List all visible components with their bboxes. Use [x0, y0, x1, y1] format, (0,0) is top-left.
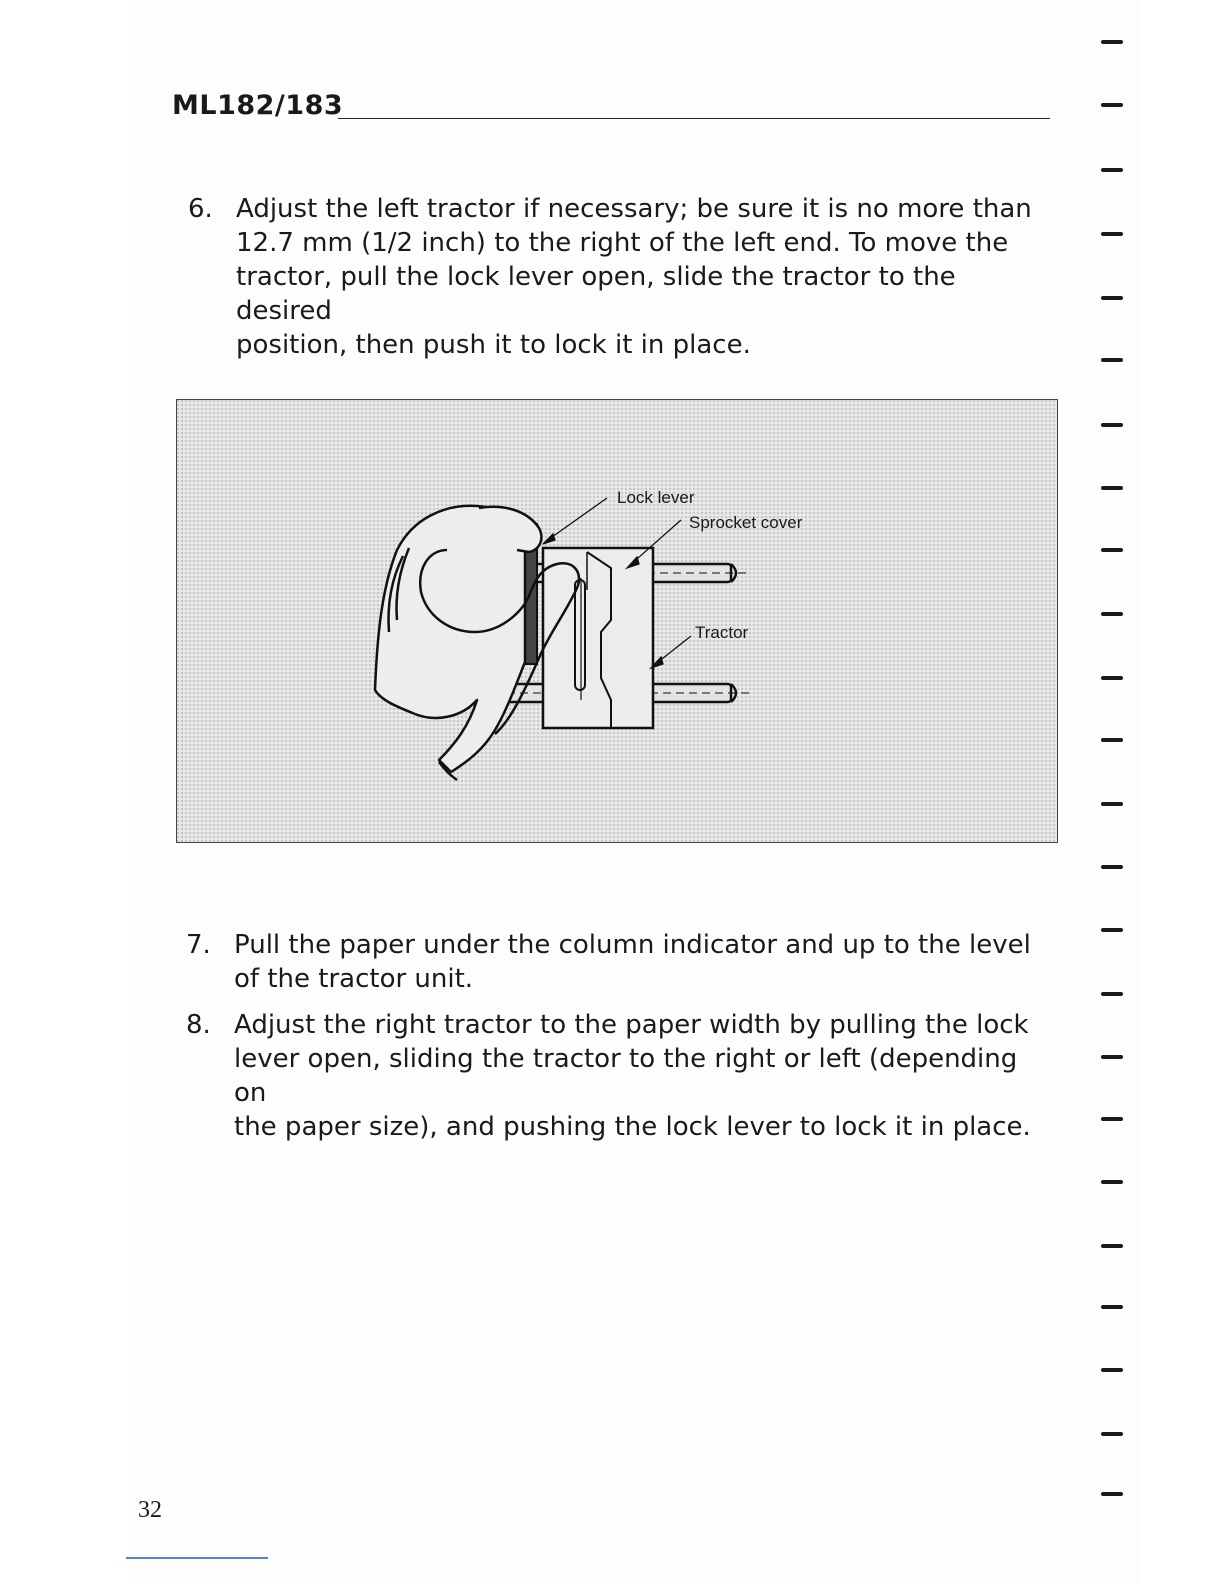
step-number: 6.: [188, 194, 213, 224]
edge-mark: [1101, 928, 1123, 932]
page-number: 32: [138, 1497, 162, 1523]
tractor-drawing: [177, 400, 1058, 843]
tractor-illustration: [176, 399, 1058, 843]
edge-mark: [1101, 1305, 1123, 1309]
step-text: Adjust the left tractor if necessary; be sure it is no more than 12.7 mm (1/2 inch) to the right of the left end. To move the tractor, pull the lock lever open, slide the tractor to the desired position, then push it to lock it in place.: [236, 194, 1032, 360]
edge-mark: [1101, 992, 1123, 996]
edge-mark: [1101, 1492, 1123, 1496]
tractor-body: [543, 548, 653, 728]
bottom-link-line: [126, 1557, 268, 1559]
edge-mark: [1101, 548, 1123, 552]
edge-mark: [1101, 1055, 1123, 1059]
edge-mark: [1101, 358, 1123, 362]
hand: [375, 506, 579, 772]
step-number: 8.: [186, 1010, 211, 1040]
edge-mark: [1101, 865, 1123, 869]
edge-mark: [1101, 1244, 1123, 1248]
binding-edge-marks: [1095, 0, 1155, 1584]
edge-mark: [1101, 802, 1123, 806]
edge-mark: [1101, 168, 1123, 172]
step-number: 7.: [186, 930, 211, 960]
header-rule: [338, 118, 1050, 119]
edge-mark: [1101, 1368, 1123, 1372]
edge-mark: [1101, 1180, 1123, 1184]
edge-mark: [1101, 676, 1123, 680]
edge-mark: [1101, 486, 1123, 490]
edge-mark: [1101, 738, 1123, 742]
step-text: Pull the paper under the column indicator and up to the level of the tractor unit.: [234, 930, 1031, 994]
edge-mark: [1101, 103, 1123, 107]
edge-mark: [1101, 423, 1123, 427]
edge-mark: [1101, 40, 1123, 44]
step-text: Adjust the right tractor to the paper width by pulling the lock lever open, sliding the tractor to the right or left (depending on the paper size), and pushing the lock lever to lock it in place.: [234, 1010, 1031, 1142]
tractor-label: Tractor: [695, 623, 749, 642]
edge-mark: [1101, 612, 1123, 616]
edge-mark: [1101, 232, 1123, 236]
lock-lever-label: Lock lever: [617, 488, 695, 507]
sprocket-cover-label: Sprocket cover: [689, 513, 803, 532]
page-title: ML182/183: [172, 90, 344, 121]
edge-mark: [1101, 296, 1123, 300]
edge-mark: [1101, 1432, 1123, 1436]
edge-mark: [1101, 1117, 1123, 1121]
